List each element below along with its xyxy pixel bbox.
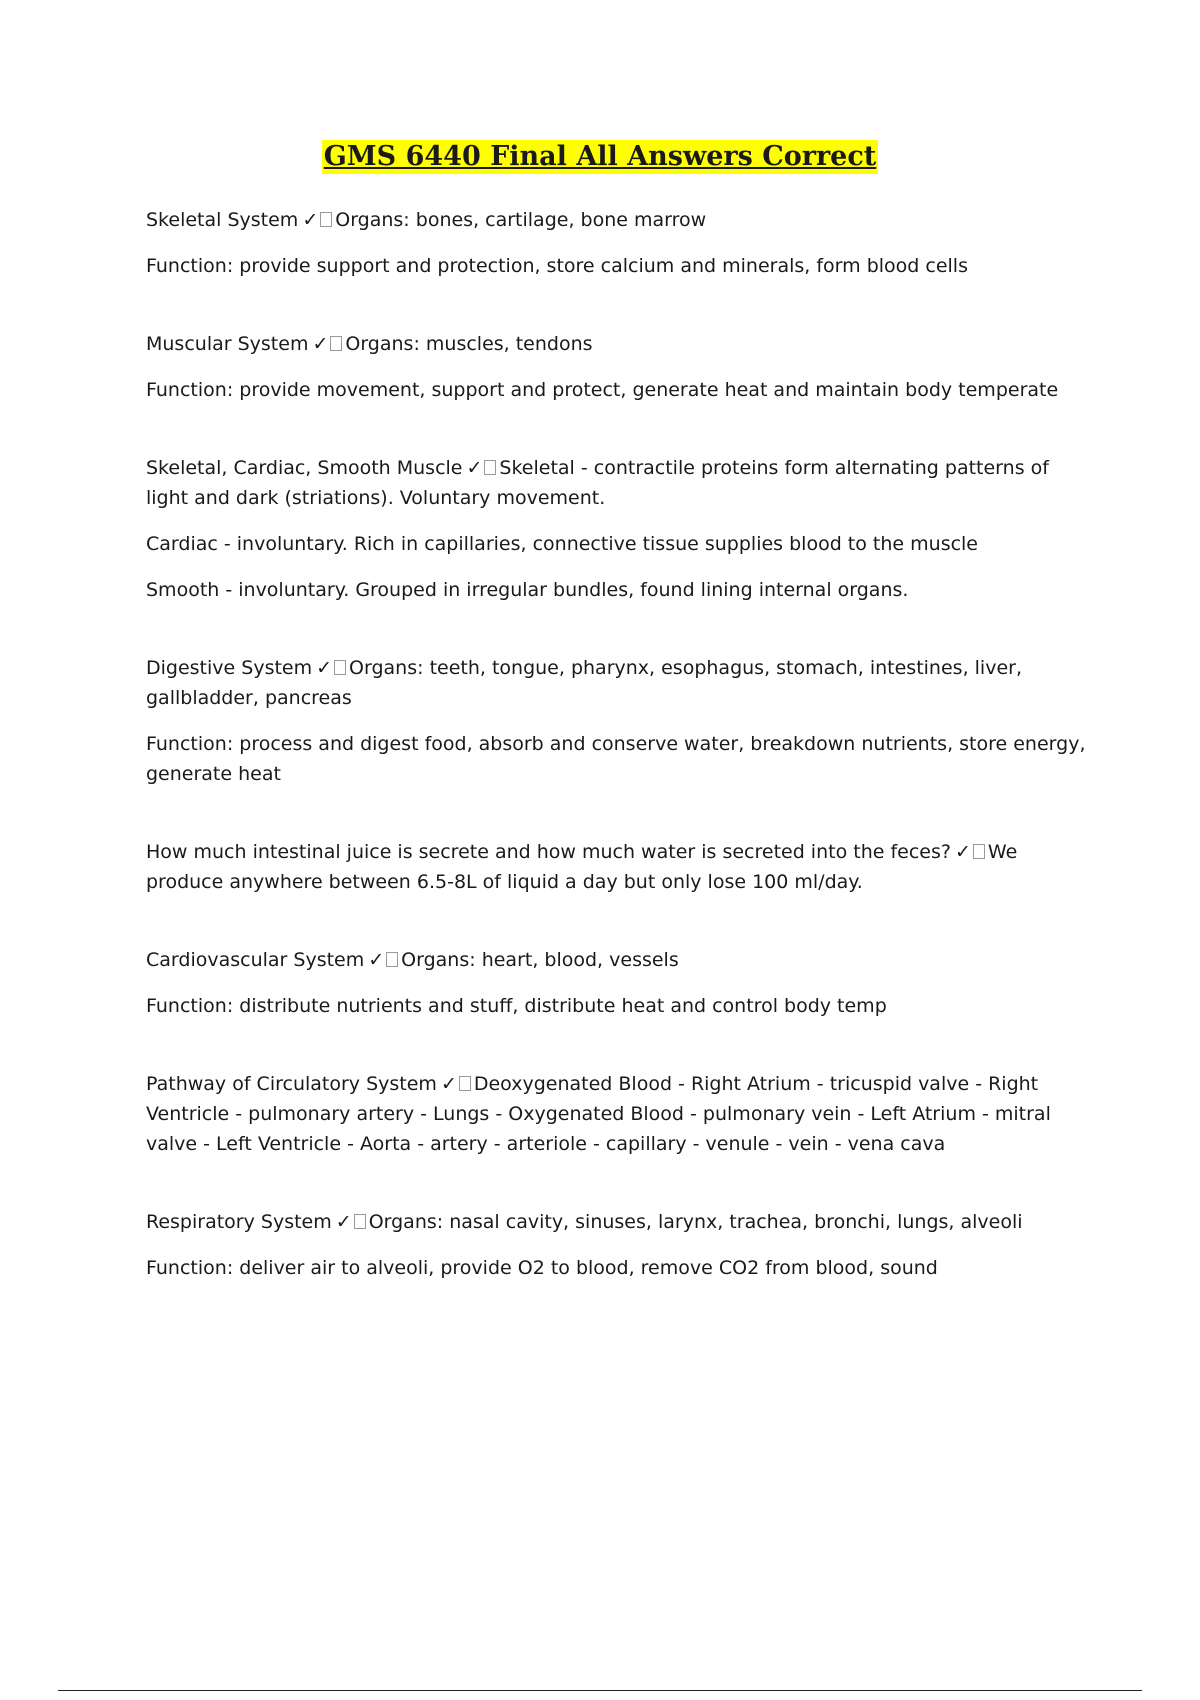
check-mark-icon: ✓	[368, 949, 385, 971]
answer-text: Organs: teeth, tongue, pharynx, esophagus, stomach, intestines, liver, gallbladder, pancreas	[146, 657, 1022, 709]
qa-entry	[146, 837, 1096, 897]
answer-detail-line: Function: process and digest food, absorb and conserve water, breakdown nutrients, store energy, generate heat	[146, 733, 1086, 785]
qa-entry	[146, 945, 1096, 1021]
qa-entry	[146, 329, 1096, 405]
answer-text: Skeletal - contractile proteins form alternating patterns of light and dark (striations). Voluntary movement.	[146, 457, 1049, 509]
answer-detail-line: Function: provide movement, support and protect, generate heat and maintain body temperate	[146, 379, 1059, 401]
answer-detail-line: Function: deliver air to alveoli, provide O2 to blood, remove CO2 from blood, sound	[146, 1257, 938, 1279]
empty-box-icon	[330, 336, 342, 351]
question-text: Pathway of Circulatory System	[146, 1073, 437, 1095]
empty-box-icon	[320, 212, 332, 227]
document-body	[146, 205, 1096, 1331]
empty-box-icon	[973, 844, 985, 859]
qa-question-line	[146, 1069, 1096, 1159]
qa-entry	[146, 205, 1096, 281]
check-mark-icon: ✓	[316, 657, 333, 679]
qa-question-line	[146, 837, 1096, 897]
empty-box-icon	[354, 1214, 366, 1229]
title-wrapper	[0, 140, 1200, 174]
question-text: Muscular System	[146, 333, 309, 355]
answer-detail-line: Cardiac - involuntary. Rich in capillaries, connective tissue supplies blood to the muscle	[146, 533, 979, 555]
empty-box-icon	[386, 952, 398, 967]
answer-detail-line: Function: distribute nutrients and stuff, distribute heat and control body temp	[146, 995, 887, 1017]
qa-entry	[146, 1069, 1096, 1159]
question-text: Skeletal System	[146, 209, 299, 231]
answer-detail-line: Function: provide support and protection, store calcium and minerals, form blood cells	[146, 255, 968, 277]
qa-question-line	[146, 653, 1096, 713]
qa-question-line	[146, 329, 1096, 359]
question-text: Skeletal, Cardiac, Smooth Muscle	[146, 457, 463, 479]
qa-entry	[146, 653, 1096, 789]
empty-box-icon	[484, 460, 496, 475]
answer-text: We produce anywhere between 6.5-8L of liquid a day but only lose 100 ml/day.	[146, 841, 1018, 893]
answer-text: Organs: bones, cartilage, bone marrow	[335, 209, 707, 231]
answer-text: Organs: heart, blood, vessels	[401, 949, 679, 971]
qa-entry	[146, 1207, 1096, 1283]
qa-question-line	[146, 945, 1096, 975]
check-mark-icon: ✓	[440, 1073, 457, 1095]
answer-text: Organs: nasal cavity, sinuses, larynx, trachea, bronchi, lungs, alveoli	[368, 1211, 1023, 1233]
qa-entry	[146, 453, 1096, 605]
empty-box-icon	[459, 1076, 471, 1091]
check-mark-icon: ✓	[335, 1211, 352, 1233]
answer-text: Deoxygenated Blood - Right Atrium - tricuspid valve - Right Ventricle - pulmonary artery - Lungs - Oxygenated Blood - pulmonary vein - Left Atrium - mitral valve - Left Ventricle - Aorta - artery - arteriole - capillary - venule - vein - vena cava	[146, 1073, 1051, 1155]
check-mark-icon: ✓	[302, 209, 319, 231]
qa-question-line	[146, 453, 1096, 513]
check-mark-icon: ✓	[466, 457, 483, 479]
qa-question-line	[146, 205, 1096, 235]
document-title: GMS 6440 Final All Answers Correct	[323, 141, 877, 172]
question-text: Respiratory System	[146, 1211, 332, 1233]
check-mark-icon: ✓	[312, 333, 329, 355]
answer-text: Organs: muscles, tendons	[345, 333, 593, 355]
question-text: Cardiovascular System	[146, 949, 365, 971]
check-mark-icon: ✓	[954, 841, 971, 863]
empty-box-icon	[334, 660, 346, 675]
question-text: How much intestinal juice is secrete and how much water is secreted into the feces?	[146, 841, 951, 863]
qa-question-line	[146, 1207, 1096, 1237]
footer-divider	[58, 1690, 1142, 1691]
question-text: Digestive System	[146, 657, 313, 679]
answer-detail-line: Smooth - involuntary. Grouped in irregular bundles, found lining internal organs.	[146, 579, 909, 601]
